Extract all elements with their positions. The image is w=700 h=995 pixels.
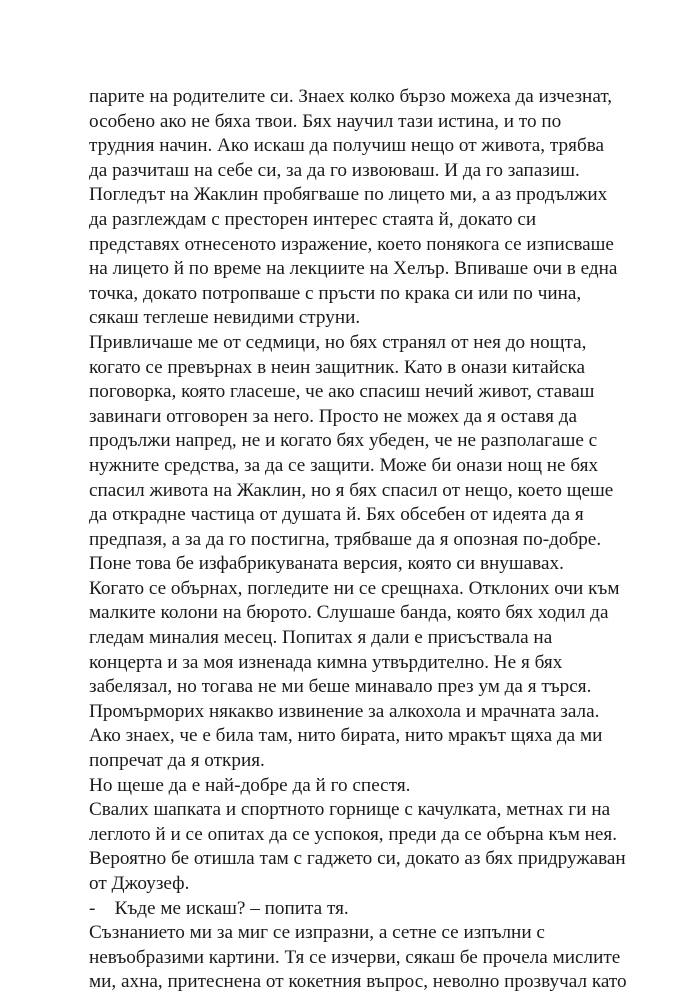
text-line: да открадне частица от душата й. Бях обсебен от идеята да я [89,504,584,526]
dialogue-line: - Къде ме искаш? – попита тя. [89,897,349,919]
text-line: да разглеждам с престорен интерес стаята й, докато си [89,208,537,230]
text-line: трудния начин. Ако искаш да получиш нещо от живота, трябва [89,135,605,157]
text-line: гледам миналия месец. Попитах я дали е присъствала на [89,627,553,649]
text-line: ми, ахна, притеснена от кокетния въпрос, неволно прозвучал като [89,971,627,993]
text-line: от Джоузеф. [89,873,190,894]
text-line: Промърморих някакво извинение за алкохола и мрачната зала. [89,700,600,722]
text-line: Поне това бе изфабрикуваната версия, която си внушавах. [89,553,564,575]
text-line: продължи напред, не и когато бях убеден, че не разполагаше с [89,430,598,452]
text-line: Погледът на Жаклин пробягваше по лицето ми, а аз продължих [89,184,608,206]
text-line: концерта и за моя изненада кимна утвърдително. Не я бях [89,651,563,673]
text-line: леглото й и се опитах да се успокоя, преди да се обърна към нея. [89,823,618,845]
text-line: Но щеше да е най-добре да й го спестя. [89,774,411,796]
text-line: попречат да я открия. [89,750,265,772]
text-line: Когато се обърнах, погледите ни се срещнаха. Отклоних очи към [89,577,620,599]
text-line: представях отнесеното изражение, което понякога се изписваше [89,233,614,255]
text-line: Свалих шапката и спортното горнище с качулката, метнах ги на [89,799,611,821]
text-line: предпазя, а за да го постигна, трябваше да я опозная по-добре. [89,528,602,550]
text-line: когато се превърнах в неин защитник. Като в онази китайска [89,356,586,378]
text-line: сякаш теглеше невидими струни. [89,307,361,329]
text-line: да разчиташ на себе си, за да го извоюваш. И да го запазиш. [89,159,580,181]
text-line: Вероятно бе отишла там с гаджето си, докато аз бях придружаван [89,848,626,870]
text-line: Съзнанието ми за миг се изпразни, а сетне се изпълни с [89,922,545,944]
text-line: на лицето й по време на лекциите на Хелър. Впиваше очи в една [89,258,618,280]
text-line: завинаги отговорен за него. Просто не можех да я оставя да [89,405,577,427]
text-line: нужните средства, за да се защити. Може би онази нощ не бях [89,454,599,476]
text-line: малките колони на бюрото. Слушаше банда, която бях ходил да [89,602,609,624]
text-line: Привличаше ме от седмици, но бях странял от нея до нощта, [89,331,587,353]
text-line: невъобразими картини. Тя се изчерви, сякаш бе прочела мислите [89,946,621,968]
text-line: парите на родителите си. Знаех колко бързо можеха да изчезнат, [89,86,613,107]
text-line: точка, докато потропваше с пръсти по крака си или по чина, [89,282,582,304]
body-text [89,85,689,995]
text-line: спасил живота на Жаклин, но я бях спасил от нещо, което щеше [89,479,614,501]
text-line: забелязал, но тогава не ми беше минавало през ум да я търся. [89,676,592,698]
text-line: особено ако не бяха твои. Бях научил тази истина, и то по [89,110,562,132]
text-line: Ако знаех, че е била там, нито бирата, нито мракът щяха да ми [89,725,603,747]
text-line: поговорка, която гласеше, че ако спасиш нечий живот, ставаш [89,381,595,403]
